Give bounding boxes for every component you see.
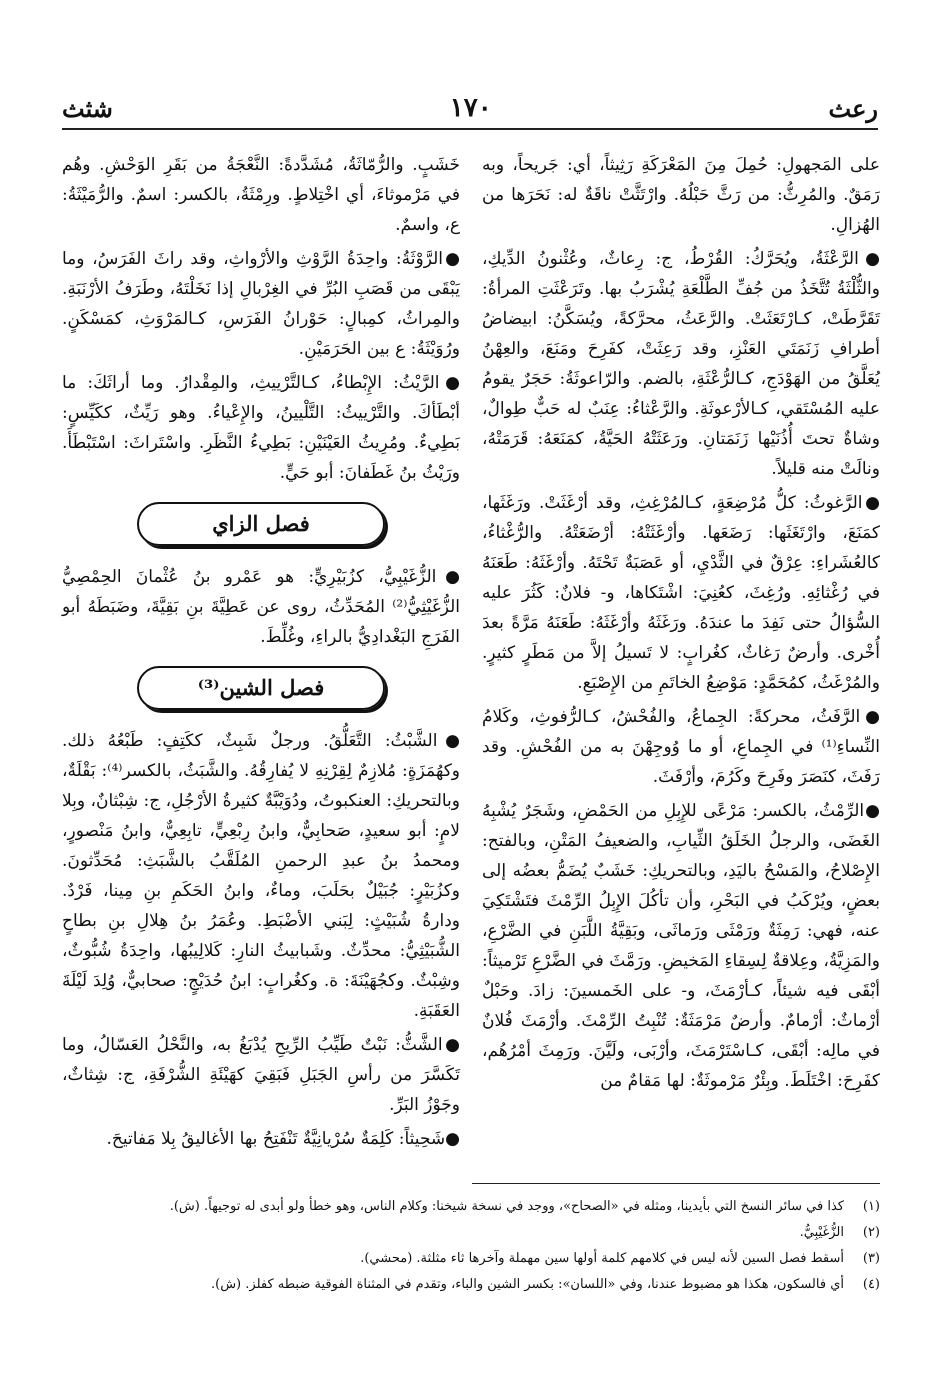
left-column bbox=[62, 150, 460, 1158]
entry-paragraph: ●الرَّغوثُ: كلُّ مُرْضِعَةٍ، كـالمُرْغِثِ، وقد أرْغَثَتْ. ورَغَثَها، كمَنَعَ، وارْتَغَثَها: رَضَعَها. وأرْغَثَتْهُ: أرْضَعَتْهُ. والرُّغْثاءُ، كالعُشَراءِ: عِرْقٌ في الثَّدْيِ، أو عَصَبَةٌ تَحْتَهُ. وأرْغَثَهُ: طَعَنَهُ في رُغْثائِهِ. ورُغِثَ، كعُنِيَ: اشْتَكاها، و- فلانٌ: كَثُرَ عليه السُّؤالُ حتى نَفِدَ ما عندَهُ. ورَغَثَهُ وأرْغَثَهُ: طَعَنَهُ مَرَّةً بعدَ أُخْرى. وأرضٌ رَغاثٌ، كغُرابٍ: لا تَسيلُ إلاَّ من مَطَرٍ كثيرٍ. والمُرْغَثُ، كمُحَمَّدٍ: مَوْضِعُ الخاتَمِ من الإِصْبَعِ. bbox=[482, 493, 880, 693]
footnote-number: (٤) bbox=[862, 1277, 880, 1292]
entry-paragraph: خَشَبٍ. والرُّمّاثَةُ، مُشَدَّدةً: النَّعْجَةُ من بَقَرِ الوَحْشِ. وهُم في مَرْموثاءَ، أي اخْتِلاطٍ. ورِمْثَةُ، بالكسر: اسمٌ. والرُّمَيْثَةُ: ع، واسمٌ. bbox=[62, 155, 460, 235]
header-root-left: شثث bbox=[62, 93, 113, 123]
entry-paragraph: ●الرَّعْثَةُ، ويُحَرَّكُ: القُرْطُ، ج: رِعاثٌ، وعُثْنونُ الدِّيكِ، والثُّلْثَةُ تُتَّخَذُ من جُفِّ الطَّلْعَةِ يُشْرَبُ بها. وتَرَعْثَتِ المرأةُ: تَقَرَّطَتْ، كـارْتَعَثَتْ. والرَّعَثُ، محرَّكةً، ويُسَكَّنُ: ابيضاضُ أطرافِ زَنَمَتَي العَنْزِ، وقد رَعِثَتْ، كفَرِحَ ومَنَعَ، والعِهْنُ يُعَلَّقُ من الهَوْدَجِ، كـالرُّعْثَةِ، بالضم. والرّاعوثَةُ: حَجَرٌ يقومُ عليه المُسْتَقي، كـالأرْعوثَةِ. والرَّعْثاءُ: عِنَبٌ له حَبٌّ طِوالٌ، وشاةٌ تحتَ أُذُنَيْها زَنَمَتانِ. ورَعَثَتْهُ الحَيَّةُ، كمَنَعَهُ: قَرَمَتْهُ، ونالَتْ منه قليلاً. bbox=[482, 249, 880, 479]
footnote bbox=[64, 1272, 880, 1298]
entry-paragraph: على المَجهولِ: حُمِلَ مِنَ المَعْرَكَةِ رَثِيثاً، أي: جَريحاً، وبه رَمَقٌ. والمُرِثُّ: من رَثَّ حَبْلُهُ. وارْتَثَّتْ ناقَةٌ له: نَحَرَها من الهُزالِ. bbox=[482, 155, 880, 235]
footnote bbox=[64, 1246, 880, 1272]
footnote-number: (٢) bbox=[862, 1225, 880, 1240]
footnote-text: الزُّغَيْبِيُّ. bbox=[799, 1225, 844, 1240]
footnote-number: (١) bbox=[862, 1199, 880, 1214]
footnote bbox=[64, 1194, 880, 1220]
header-root-right: رعث bbox=[828, 93, 878, 123]
section-heading-shin: فصل الشين⁽³⁾ bbox=[137, 666, 385, 710]
footnotes bbox=[64, 1194, 880, 1298]
right-column bbox=[482, 150, 880, 1100]
entry-paragraph: ●الزُّغَيْبِيُّ، كزُبَيْرِيٍّ: هو عَمْرو بنُ عُثْمانَ الحِمْصِيُّ الزُّغَيْثِيُّ⁽²⁾ المُحَدِّثُ، روى عن عَطِيَّةَ بنِ بَقِيَّةَ، وضَبَطَهُ أبو الفَرَجِ البَغْدادِيُّ بالراءِ، وغُلِّطَ. bbox=[62, 567, 460, 647]
entry-paragraph: ●الرَّيْثُ: الإِبْطاءُ، كـالتَّرْييثِ، والمِقْدارُ. وما أراثَكَ: ما أبْطَأكَ. والتَّرْييثُ: التَّلْيينُ، والإِعْياءُ. وهو رَيِّثٌ، ككَيِّسٍ: بَطِيءٌ. ومُرِيثُ العَيْنَيْنِ: بَطِيءُ النَّظَرِ. واسْتَراثَ: اسْتَبْطَأَ. ورَيْثُ بنُ غَطَفانَ: أبو حَيٍّ. bbox=[62, 373, 460, 483]
page-header bbox=[62, 88, 878, 128]
footnote-text: أسقط فصل السين لأنه ليس في كلامهم كلمة أولها سين مهملة وآخرها ثاء مثلثة. (محشي). bbox=[360, 1251, 844, 1266]
entry-paragraph: ●الرَّفَثُ، محركةً: الجِماعُ، والفُحْشُ، كـالرُّفوثِ، وكَلامُ النِّساءِ⁽¹⁾ في الجِماعِ، أو ما وُوجِهْنَ به من الفُحْشِ. وقد رَفَثَ، كنَصَرَ وفَرِحَ وكَرُمَ، وأرْفَثَ. bbox=[482, 707, 880, 787]
footnote-number: (٣) bbox=[862, 1251, 880, 1266]
footnote-rule bbox=[472, 1183, 880, 1184]
page-number: ١٧٠ bbox=[449, 93, 492, 123]
footnote bbox=[64, 1220, 880, 1246]
entry-paragraph: ●شَحِيثاً: كَلِمَةٌ سُرْيانِيَّةٌ تَنْفَتِحُ بها الأغاليقُ بِلا مَفاتيحَ. bbox=[106, 1129, 460, 1149]
entry-paragraph: ●الرِّمْثُ، بالكسر: مَرْعًى للإِبِلِ من الحَمْضِ، وشَجَرٌ يُشْبِهُ الغَضَى، والرجلُ الخَلَقُ الثِّيابِ، والضعيفُ المَتْنِ، وبالفتح: الإِصْلاحُ، والمَسْحُ باليَدِ، وبالتحريكِ: خَشَبٌ يُضَمُّ بعضُه إلى بعضٍ، ويُرْكَبُ في البَحْرِ، وأن تأكُلَ الإِبِلُ الرِّمْثَ فتَشْتَكِيَ عنه، فهي: رَمِثَةٌ ورَمْثَى ورَماثَى، وبَقِيَّةُ اللَّبَنِ في الضَّرْعِ، والمَزِيَّةُ، وعِلاقةٌ لِسِقاءِ المَخيضِ. ورَمَّثَ في الضَّرْعِ تَرْميثاً: أبْقَى فيه شيئاً، كـأرْمَثَ، و- على الخَمسينَ: زادَ. وحَبْلٌ أرْماثٌ: أرْمامٌ. وأرضٌ مَرْمَثَةٌ: تُنْبِتُ الرِّمْثَ. وأرْمَثَ فُلانٌ في مالِه: أبْقَى، كـاسْتَرْمَثَ، وأرْبَى، ولَيَّنَ. ورَمِثَ أمْرُهُم، كفَرِحَ: اخْتَلَطَ. وبِئْرٌ مَرْموثَةٌ: لها مَقامٌ من bbox=[482, 801, 880, 1091]
entry-paragraph: ●الرَّوْثَةُ: واحِدَةُ الرَّوْثِ والأرْواثِ، وقد راثَ الفَرَسُ، وما يَبْقَى من قَصَبِ البُرِّ في الغِرْبالِ إذا نَخَلْتَهُ، وطَرَفُ الأرْنَبَةِ. والمِراثُ، كمِبالٍ: حَوْرانُ الفَرَسِ، كـالمَرْوَثِ، كمَسْكَنٍ. ورُوَيْثَةُ: ع بين الحَرَمَيْنِ. bbox=[62, 249, 460, 359]
section-heading-zay: فصل الزاي bbox=[137, 502, 385, 546]
entry-paragraph: ●الشَّثُّ: نَبْتٌ طَيِّبُ الرِّيحِ يُدْبَغُ به، والنَّحْلُ العَسّالُ، وما تَكَسَّرَ من رأسِ الجَبَلِ فَبَقِيَ كهَيْئَةِ الشُّرْفَةِ، ج: شِثاثٌ، وجَوْزُ البَرِّ. bbox=[62, 1035, 460, 1115]
header-rule bbox=[62, 128, 878, 130]
entry-paragraph: ●الشَّبْثُ: التَّعَلُّقُ. ورجلٌ شَبِثٌ، ككَتِفٍ: طَبْعُهُ ذلك. وكهُمَزَةٍ: مُلازِمٌ لِقِرْنِهِ لا يُفارِقُهُ. والشَّبَثُ، بالكسر⁽⁴⁾: بَقْلَةٌ، وبالتحريكِ: العنكبوتُ، ودُوَيْبَّةٌ كثيرةُ الأرْجُلِ، ج: شِبْثانٌ، وبِلا لامٍ: أبو سعيدٍ، صَحابِيٌّ، وابنُ رِبْعِيٍّ، تابِعِيٌّ، وابنُ مَنْصورٍ، ومحمدُ بنُ عبدِ الرحمنِ المُلَقَّبُ بالشَّبَثِ: مُحَدِّثونَ. وكزُبَيْرٍ: جُبَيْلٌ بحَلَبَ، وماءٌ، وابنُ الحَكَمِ بنِ مِينا، فَرْدٌ. ودارةُ شُبَيْثٍ: لِبَني الأضْبَطِ. وعُمَرُ بنُ هِلالِ بنِ بطاحٍ الشُّبَيْثِيُّ: محدِّثٌ. وشَبابيثُ النارِ: كَلالِيبُها، واحِدَةُ شُبُّوثٌ، وشِبْثٌ. وكجُهَيْنَةَ: ة. وكغُرابٍ: ابنُ حُدَيْجٍ: صحابيٌّ، وُلِدَ لَيْلَةَ العَقَبَةِ. bbox=[62, 731, 460, 1021]
footnote-text: كذا في سائر النسخ التي بأيدينا، ومثله في «الصحاح»، ووجد في نسخة شيخنا: وكلام الناس، وهو خطأ ولو أبدى له توجيهاً. (ش). bbox=[169, 1199, 844, 1214]
footnote-text: أي فالسكون، هكذا هو مضبوط عندنا، وفي «اللسان»: بكسر الشين والباء، وتقدم في المثناة الفوقية ضبطه كفلز. (ش). bbox=[210, 1277, 844, 1292]
